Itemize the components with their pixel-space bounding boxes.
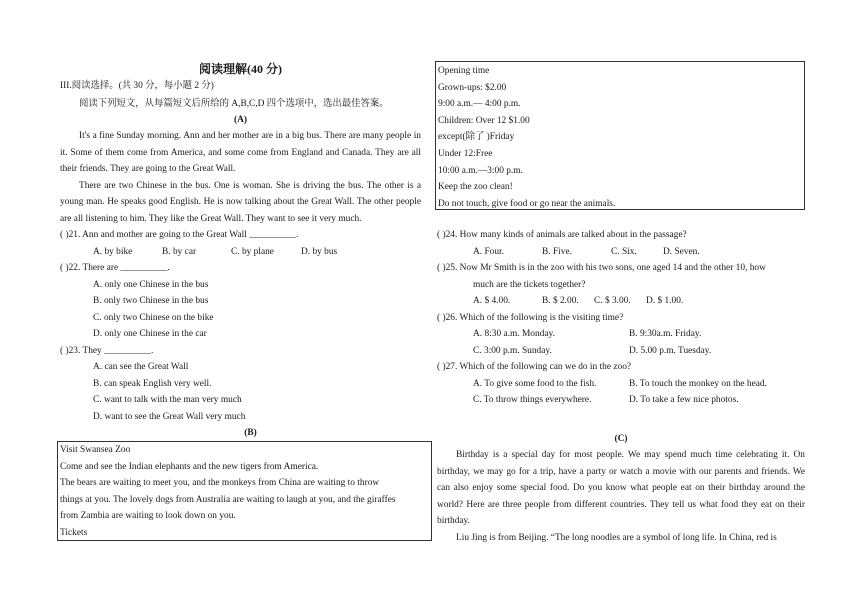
question-26: ( )26. Which of the following is the visiting time? [437, 313, 624, 323]
q25-option-a: A. $ 4.00. [473, 296, 511, 306]
q22-option-a: A. only one Chinese in the bus [93, 280, 209, 290]
q23-option-b: B. can speak English very well. [93, 379, 212, 389]
zoo-box-line-6: Tickets [60, 527, 88, 538]
opening-line-2: Grown-ups: $2.00 [438, 82, 507, 93]
q25-option-c: C. $ 3.00. [594, 296, 631, 306]
q26-option-a: A. 8:30 a.m. Monday. [473, 329, 555, 339]
passage-a-label: (A) [233, 115, 247, 125]
q24-option-c: C. Six. [611, 247, 637, 257]
zoo-box-line-1: Visit Swansea Zoo [60, 445, 131, 455]
question-24: ( )24. How many kinds of animals are talked about in the passage? [437, 230, 687, 240]
question-25-continued: much are the tickets together? [473, 280, 586, 290]
q26-option-c: C. 3:00 p.m. Sunday. [473, 346, 552, 356]
q27-option-d: D. To take a few nice photos. [629, 395, 739, 405]
section-heading: III.阅读选择。(共 30 分，每小题 2 分) [60, 81, 214, 91]
zoo-info-box [57, 441, 432, 541]
passage-c [437, 447, 805, 547]
opening-time-box [435, 61, 805, 210]
passage-c-paragraph-1: Birthday is a special day for most people. We may spend much time celebrating it. On birthday, we may go for a trip, have a party or watch a movie with our parents and friends. We can also enjoy some special food. Do you know what people eat on their birthday around the world? Here are three people from different countries. They tell us what food they eat on their birthday. [437, 450, 805, 527]
opening-line-8: Keep the zoo clean! [438, 182, 513, 193]
opening-line-7: 10:00 a.m.—3:00 p.m. [438, 165, 523, 176]
q27-option-b: B. To touch the monkey on the head. [629, 379, 767, 389]
zoo-box-line-2: Come and see the Indian elephants and the new tigers from America. [60, 461, 319, 472]
instruction-text: 阅读下列短文，从每篇短文后所给的 A,B,C,D 四个选项中，选出最佳答案。 [79, 99, 389, 109]
question-22: ( )22. There are __________. [60, 263, 170, 273]
opening-line-6: Under 12:Free [438, 148, 493, 159]
q22-option-d: D. only one Chinese in the car [93, 329, 207, 339]
q26-option-d: D. 5.00 p.m. Tuesday. [629, 346, 712, 356]
q21-option-d: D. by bus [301, 247, 338, 257]
q25-option-d: D. $ 1.00. [646, 296, 684, 306]
q22-option-b: B. only two Chinese in the bus [93, 296, 209, 306]
question-25: ( )25. Now Mr Smith is in the zoo with his two sons, one aged 14 and the other 10, how [437, 263, 766, 273]
q23-option-d: D. want to see the Great Wall very much [93, 412, 246, 422]
zoo-box-line-3: The bears are waiting to meet you, and the monkeys from China are waiting to throw [60, 478, 380, 489]
question-23: ( )23. They __________. [60, 346, 154, 356]
q24-option-d: D. Seven. [663, 247, 700, 257]
q21-option-b: B. by car [162, 247, 197, 257]
q24-option-a: A. Four. [473, 247, 504, 257]
passage-c-label: (C) [614, 434, 628, 444]
q23-option-a: A. can see the Great Wall [93, 362, 189, 372]
question-21: ( )21. Ann and mother are going to the Great Wall __________. [60, 230, 299, 240]
opening-line-3: 9:00 a.m.— 4:00 p.m. [438, 99, 521, 110]
passage-a-paragraph-1: It's a fine Sunday morning. Ann and her mother are in a big bus. There are many people in it. Some of them come from America, and some come from England and Canada. They are all their friends. They are going to the Great Wall. [60, 131, 421, 175]
q27-option-a: A. To give some food to the fish. [473, 379, 597, 389]
q27-option-c: C. To throw things everywhere. [473, 395, 592, 405]
opening-line-1: Opening time [438, 66, 490, 76]
q22-option-c: C. only two Chinese on the bike [93, 313, 214, 323]
opening-line-4: Children: Over 12 $1.00 [438, 115, 530, 126]
page-title: 阅读理解(40 分) [199, 62, 282, 76]
q21-option-c: C. by plane [231, 247, 274, 257]
zoo-box-line-4: things at you. The lovely dogs from Australia are waiting to laugh at you, and the giraffes [60, 494, 396, 505]
question-27: ( )27. Which of the following can we do in the zoo? [437, 362, 632, 372]
passage-a [60, 128, 421, 228]
zoo-box-line-5: from Zambia are waiting to look down on you. [60, 511, 236, 522]
q26-option-b: B. 9:30a.m. Friday. [629, 329, 702, 339]
opening-line-9: Do not touch, give food or go near the animals. [438, 198, 616, 209]
opening-line-5: except(除了 )Friday [438, 132, 515, 143]
passage-b-label: (B) [244, 428, 257, 438]
q25-option-b: B. $ 2.00. [542, 296, 579, 306]
q21-option-a: A. by bike [93, 247, 133, 257]
q24-option-b: B. Five. [542, 247, 572, 257]
passage-a-paragraph-2: There are two Chinese in the bus. One is woman. She is driving the bus. The other is a young man. He speaks good English. He is now talking about the Great Wall. The other people are all listening to him. They like the Great Wall. They want to see it very much. [60, 180, 421, 224]
q23-option-c: C. want to talk with the man very much [93, 395, 242, 405]
passage-c-paragraph-2: Liu Jing is from Beijing. “The long noodles are a symbol of long life. In China, red is [456, 532, 777, 543]
